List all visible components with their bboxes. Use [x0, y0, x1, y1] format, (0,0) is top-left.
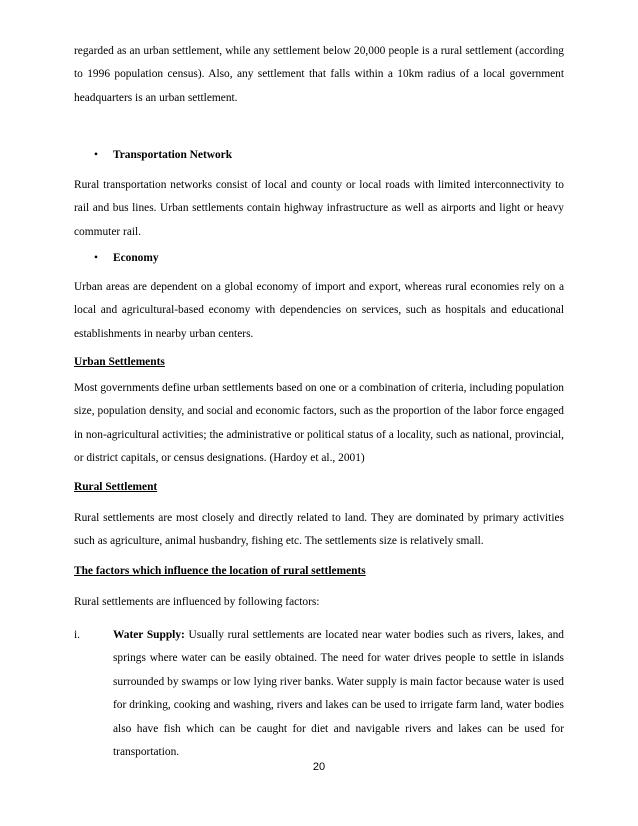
page-number: 20	[312, 761, 326, 773]
bullet-marker: •	[94, 252, 98, 264]
urban-paragraph: Most governments define urban settlements based on one or a combination of criteria, including population size, population density, and social and economic factors, such as the proportion of the labor force engaged in non-agricultural activities; the administrative or political status of a locality, such as national, provincial, or district capitals, or census designations. (Hardoy et al., 2001)	[74, 382, 564, 465]
rural-paragraph: Rural settlements are most closely and directly related to land. They are dominated by primary activities such as agriculture, animal husbandry, fishing etc. The settlements size is relatively small.	[74, 512, 564, 548]
intro-paragraph: regarded as an urban settlement, while any settlement below 20,000 people is a rural settlement (according to 1996 population census). Also, any settlement that falls within a 10km radius of a local government headquarters is an urban settlement.	[74, 45, 564, 104]
list-item-text: Usually rural settlements are located near water bodies such as rivers, lakes, and springs where water can be easily obtained. The need for water drives people to settle in islands surrounded by swamps or low lying river banks. Water supply is main factor because water is used for drinking, cooking and washing, rivers and lakes can be used to irrigate farm land, water bodies also have fish which can be caught for diet and navigable rivers and lakes can be used for transportation.	[113, 629, 564, 759]
transport-paragraph: Rural transportation networks consist of local and county or local roads with limited interconnectivity to rail and bus lines. Urban settlements contain highway infrastructure as well as airports and light or heavy commuter rail.	[74, 179, 564, 238]
heading-rural-settlement: Rural Settlement	[74, 481, 158, 493]
heading-urban-settlements: Urban Settlements	[74, 356, 165, 368]
bullet-marker: •	[94, 149, 98, 161]
bullet-transportation-network: Transportation Network	[113, 149, 233, 161]
heading-factors: The factors which influence the location of rural settlements	[74, 565, 366, 577]
bullet-economy: Economy	[113, 252, 159, 264]
list-item-water-supply	[113, 624, 564, 764]
factors-intro-paragraph: Rural settlements are influenced by following factors:	[74, 596, 320, 608]
economy-paragraph: Urban areas are dependent on a global economy of import and export, whereas rural economies rely on a local and agricultural-based economy with dependencies on services, such as hospitals and educational establishments in nearby urban centers.	[74, 281, 564, 340]
list-marker-i: i.	[74, 629, 81, 641]
list-item-title: Water Supply:	[113, 629, 185, 641]
